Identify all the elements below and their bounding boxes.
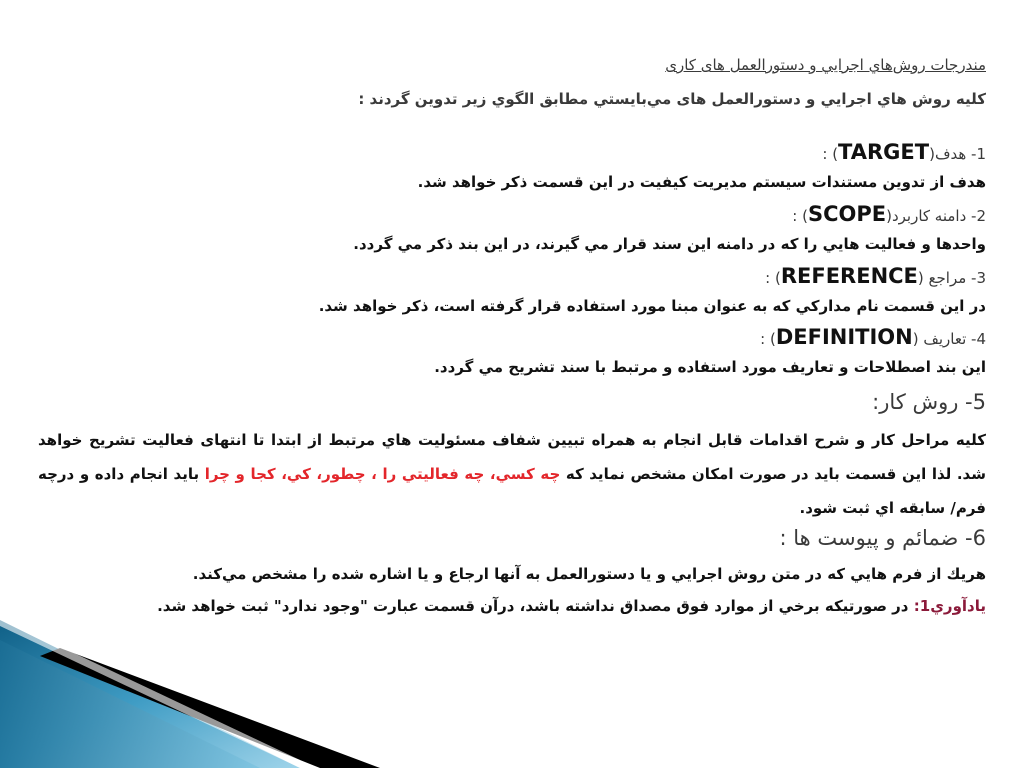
section-6-title: 6- ضمائم و پيوست ها : xyxy=(779,526,986,550)
section-6-body: هريك از فرم هايي كه در متن روش اجرايي و يا دستورالعمل به آنها ارجاع و يا اشاره شده را مشخص مي‌كند. xyxy=(192,565,986,583)
section-3-suffix: : xyxy=(765,269,771,287)
section-3-body: در اين قسمت نام مداركي كه به عنوان مبنا مورد استفاده قرار گرفته است، ذكر خواهد شد. xyxy=(318,297,986,315)
section-3-title: 3- مراجع (REFERENCE) : xyxy=(765,264,986,288)
section-5-body xyxy=(38,423,986,525)
section-5-body-part2: بايد انجام داده و درچه فرم/ سابقه اي ثبت شود. xyxy=(38,465,986,517)
section-5-highlight: چه كسي، چه فعاليتي را ، چطور، كي، كجا و چرا xyxy=(204,465,561,483)
section-2-body: واحدها و فعاليت هايي را كه در دامنه اين سند قرار مي گيرند، در اين بند ذكر مي گردد. xyxy=(353,235,986,253)
note-body: در صورتيكه برخي از موارد فوق مصداق نداشته باشد، درآن قسمت عبارت "وجود ندارد" ثبت خواهد شد. xyxy=(157,597,909,615)
section-5-body-part1: كليه مراحل كار و شرح اقدامات قابل انجام به همراه تبيين شفاف مسئوليت هاي مرتبط از ابتدا تا انتهای فعاليت تشريح خواهد شد. لذا اين قسمت بايد در صورت امكان مشخص نمايد كه xyxy=(38,431,986,483)
section-1-en: TARGET xyxy=(838,140,930,164)
section-3-en: REFERENCE xyxy=(780,264,918,288)
section-2-title: 2- دامنه کاربرد(SCOPE) : xyxy=(792,202,986,226)
note-label: يادآوري1: xyxy=(913,597,986,615)
section-1-title: 1- هدف(TARGET) : xyxy=(822,140,986,164)
section-2-en: SCOPE xyxy=(807,202,887,226)
section-4-title: 4- تعاريف (DEFINITION) : xyxy=(760,325,986,349)
section-4-body: اين بند اصطلاحات و تعاريف مورد استفاده و مرتبط با سند تشريح مي گردد. xyxy=(434,358,986,376)
section-2-suffix: : xyxy=(792,207,798,225)
section-3-label: 3- مراجع xyxy=(928,269,986,287)
section-4-suffix: : xyxy=(760,330,766,348)
section-4-label: 4- تعاريف xyxy=(923,330,986,348)
section-2-label: 2- دامنه کاربرد xyxy=(891,207,986,225)
section-1-label: 1- هدف xyxy=(934,145,986,163)
corner-decoration xyxy=(0,600,380,768)
section-1-body: هدف از تدوين مستندات سيستم مديريت كيفيت در اين قسمت ذكر خواهد شد. xyxy=(417,173,986,191)
section-1-suffix: : xyxy=(822,145,828,163)
intro-text: كليه روش هاي اجرايي و دستورالعمل های مي‌بايستي مطابق الگوي زير تدوين گردند : xyxy=(358,90,986,108)
slide-heading: مندرجات روش‌هاي اجرايي و دستورالعمل های کاری xyxy=(665,56,986,74)
section-4-en: DEFINITION xyxy=(775,325,913,349)
section-5-title: 5- روش كار: xyxy=(872,390,986,414)
